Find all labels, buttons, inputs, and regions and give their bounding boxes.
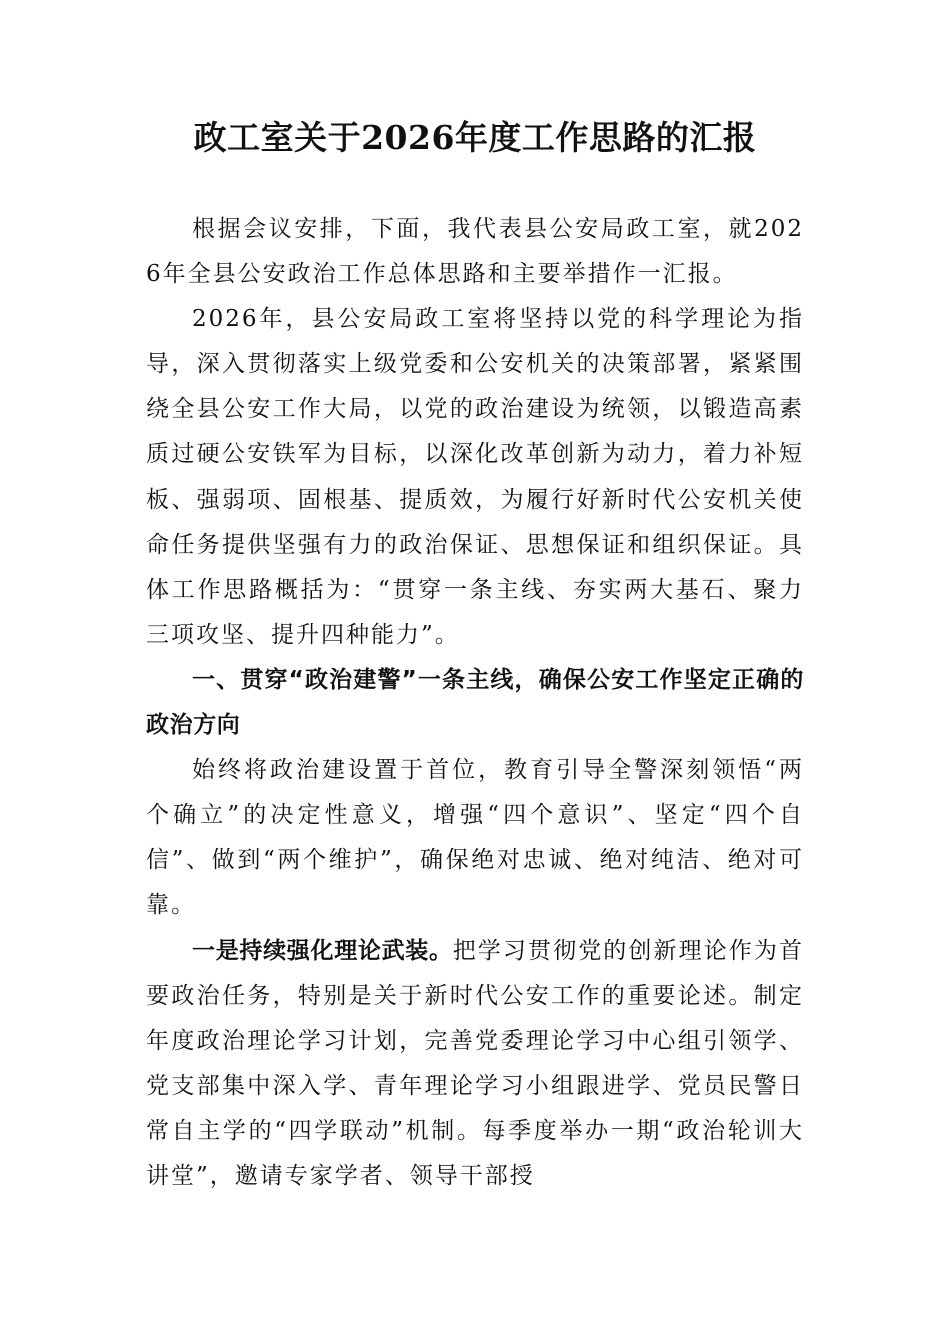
item-1-text: 把学习贯彻党的创新理论作为首要政治任务，特别是关于新时代公安工作的重要论述。制定年度政治理论学习计划，完善党委理论学习中心组引领学、党支部集中深入学、青年理论学习小组跟进学、党员民警日常自主学的“四学联动”机制。每季度举办一期“政治轮训大讲堂”，邀请专家学者、领导干部授 [146,937,804,1189]
overview-paragraph: 2026年，县公安局政工室将坚持以党的科学理论为指导，深入贯彻落实上级党委和公安机关的决策部署，紧紧围绕全县公安工作大局，以党的政治建设为统领，以锻造高素质过硬公安铁军为目标，以深化改革创新为动力，着力补短板、强弱项、固根基、提质效，为履行好新时代公安机关使命任务提供坚强有力的政治保证、思想保证和组织保证。具体工作思路概括为：“贯穿一条主线、夯实两大基石、聚力三项攻坚、提升四种能力”。 [146,306,804,648]
document-body [146,207,804,1199]
item-1-lead: 一是持续强化理论武装。 [192,937,453,964]
section-heading-1: 一、贯穿“政治建警”一条主线，确保公安工作坚定正确的政治方向 [146,666,804,739]
item-1-paragraph [146,929,804,1200]
document-title: 政工室关于2026年度工作思路的汇报 [193,118,757,157]
document-page [146,0,804,1344]
section-1-paragraph: 始终将政治建设置于首位，教育引导全警深刻领悟“两个确立”的决定性意义，增强“四个意识”、坚定“四个自信”、做到“两个维护”，确保绝对忠诚、绝对纯洁、绝对可靠。 [146,757,804,919]
intro-paragraph: 根据会议安排，下面，我代表县公安局政工室，就2026年全县公安政治工作总体思路和主要举措作一汇报。 [146,216,804,288]
